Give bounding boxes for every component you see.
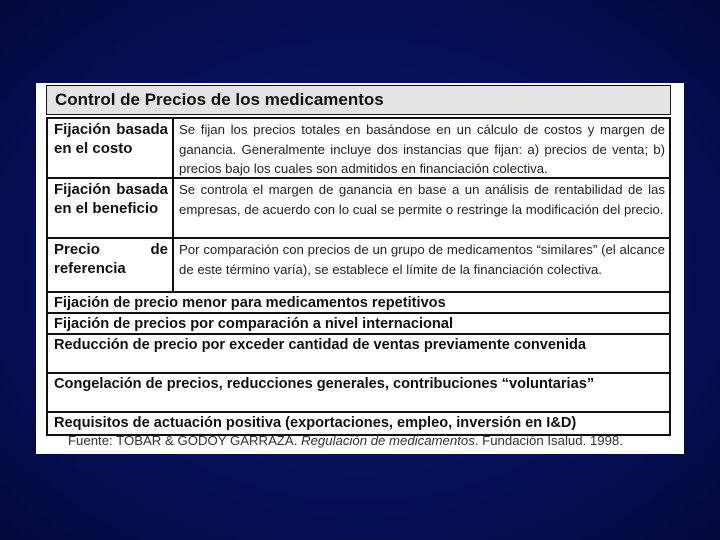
source-prefix: Fuente: TOBAR & GODOY GARRAZA. <box>68 433 302 448</box>
row-label: Precio de referencia <box>48 239 174 291</box>
row-description: Se fijan los precios totales en basándose en un cálculo de costos y margen de ganancia. Generalmente incluye dos instancias que fijan: a) precios de venta; b) precios bajo los cuales son admitidos en financiación colectiva. <box>179 122 665 176</box>
row-description: Por comparación con precios de un grupo de medicamentos “similares” (el alcance de este término varía), se establece el límite de la financiación colectiva. <box>179 242 665 277</box>
table-row: Congelación de precios, reducciones generales, contribuciones “voluntarias” <box>48 374 669 413</box>
slide-image <box>36 83 684 454</box>
table-row: Fijación de precio menor para medicamentos repetitivos <box>48 293 669 314</box>
source-citation <box>68 433 623 448</box>
table-row <box>48 119 669 179</box>
table-title: Control de Precios de los medicamentos <box>46 85 671 115</box>
table-row: Reducción de precio por exceder cantidad de ventas previamente convenida <box>48 335 669 374</box>
source-suffix: . Fundación Isalud. 1998. <box>474 433 623 448</box>
row-description: Se controla el margen de ganancia en base a un análisis de rentabilidad de las empresas, de acuerdo con lo cual se permite o restringe la modificación del precio. <box>179 182 665 217</box>
table-row: Fijación de precios por comparación a nivel internacional <box>48 314 669 335</box>
row-label: Fijación basada en el costo <box>48 119 174 177</box>
row-label: Fijación basada en el beneficio <box>48 179 174 237</box>
price-control-table <box>46 117 671 436</box>
table-row <box>48 239 669 293</box>
table-row <box>48 179 669 239</box>
table-row: Requisitos de actuación positiva (exportaciones, empleo, inversión en I&D) <box>54 415 577 431</box>
source-title: Regulación de medicamentos <box>301 433 475 448</box>
